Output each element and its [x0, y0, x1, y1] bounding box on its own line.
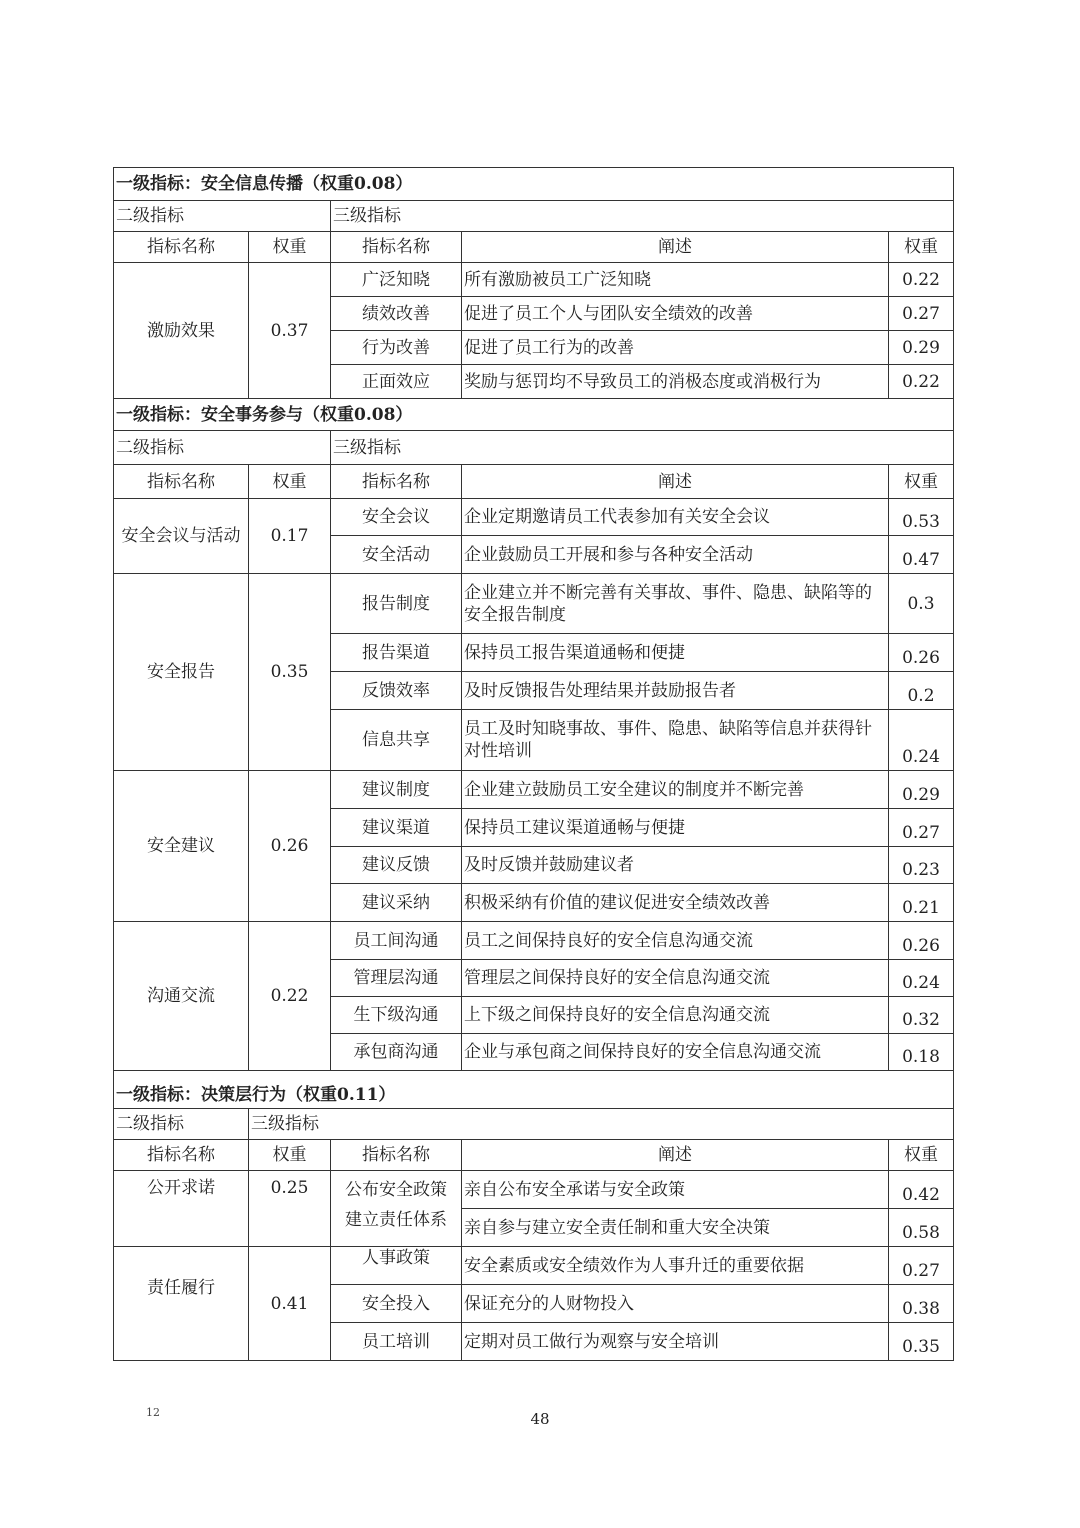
- level2-name: 激励效果: [114, 263, 249, 399]
- level3-desc: 促进了员工个人与团队安全绩效的改善: [462, 297, 889, 331]
- table-row: [114, 1171, 954, 1209]
- level2-weight: 0.22: [249, 922, 331, 1071]
- level3-weight: 0.58: [889, 1209, 954, 1247]
- level3-name: 报告渠道: [331, 634, 462, 672]
- level3-weight: 0.53: [889, 499, 954, 536]
- header-row: [114, 465, 954, 499]
- level3-weight: 0.27: [889, 809, 954, 847]
- level2-name: 沟通交流: [114, 922, 249, 1071]
- level2-name: 安全报告: [114, 574, 249, 771]
- table-row: [114, 922, 954, 960]
- level3-desc: 积极采纳有价值的建议促进安全绩效改善: [462, 884, 889, 922]
- level3-weight: 0.29: [889, 771, 954, 809]
- level3-name: 管理层沟通: [331, 960, 462, 997]
- level3-desc: 员工及时知晓事故、事件、隐患、缺陷等信息并获得针对性培训: [462, 710, 889, 771]
- level-label-row: [114, 1109, 954, 1140]
- section-title-row: [114, 168, 954, 201]
- level3-name: 建议采纳: [331, 884, 462, 922]
- level3-weight: 0.27: [889, 1247, 954, 1285]
- section-title: 一级指标：安全信息传播（权重0.08）: [114, 168, 954, 201]
- header-cell: 阐述: [462, 1140, 889, 1171]
- level3-name: 公布安全政策: [331, 1171, 462, 1209]
- level3-weight: 0.35: [889, 1323, 954, 1361]
- level3-desc: 及时反馈并鼓励建议者: [462, 847, 889, 884]
- section-title: 一级指标：安全事务参与（权重0.08）: [114, 399, 954, 431]
- level3-name: 报告制度: [331, 574, 462, 634]
- table-row: [114, 1247, 954, 1285]
- header-cell: 阐述: [462, 465, 889, 499]
- level-label-row: [114, 201, 954, 232]
- level3-desc: 上下级之间保持良好的安全信息沟通交流: [462, 997, 889, 1034]
- level3-name: 安全投入: [331, 1285, 462, 1323]
- level2-label: 二级指标: [114, 201, 331, 232]
- level2-weight: 0.26: [249, 771, 331, 922]
- level2-name: 安全会议与活动: [114, 499, 249, 574]
- header-cell: 权重: [889, 1140, 954, 1171]
- level3-desc: 及时反馈报告处理结果并鼓励报告者: [462, 672, 889, 710]
- table-row: [114, 771, 954, 809]
- footnote-mark: 12: [146, 1406, 160, 1419]
- table-row: [114, 499, 954, 536]
- level3-weight: 0.21: [889, 884, 954, 922]
- level3-desc: 企业鼓励员工开展和参与各种安全活动: [462, 536, 889, 574]
- level3-name: 绩效改善: [331, 297, 462, 331]
- level3-desc: 管理层之间保持良好的安全信息沟通交流: [462, 960, 889, 997]
- page-number: 48: [530, 1410, 550, 1428]
- header-cell: 权重: [249, 1140, 331, 1171]
- level3-weight: 0.18: [889, 1034, 954, 1071]
- level3-desc: 保持员工建议渠道通畅与便捷: [462, 809, 889, 847]
- level3-weight: 0.24: [889, 710, 954, 771]
- level3-weight: 0.3: [889, 574, 954, 634]
- level3-name: 安全活动: [331, 536, 462, 574]
- level2-name: 安全建议: [114, 771, 249, 922]
- level3-weight: 0.29: [889, 331, 954, 365]
- level3-name: 广泛知晓: [331, 263, 462, 297]
- level3-name: 安全会议: [331, 499, 462, 536]
- level3-weight: 0.47: [889, 536, 954, 574]
- level3-name: 人事政策: [331, 1247, 462, 1285]
- header-cell: 指标名称: [114, 232, 249, 263]
- level2-label: 二级指标: [114, 1109, 249, 1140]
- level3-desc: 安全素质或安全绩效作为人事升迁的重要依据: [462, 1247, 889, 1285]
- header-cell: 权重: [889, 465, 954, 499]
- section-title-row: [114, 399, 954, 431]
- level3-desc: 企业与承包商之间保持良好的安全信息沟通交流: [462, 1034, 889, 1071]
- level3-desc: 保证充分的人财物投入: [462, 1285, 889, 1323]
- level3-name: 反馈效率: [331, 672, 462, 710]
- header-cell: 权重: [889, 232, 954, 263]
- level3-name: 行为改善: [331, 331, 462, 365]
- level-label-row: [114, 431, 954, 465]
- level3-name: 承包商沟通: [331, 1034, 462, 1071]
- level3-desc: 奖励与惩罚均不导致员工的消极态度或消极行为: [462, 365, 889, 399]
- level3-desc: 亲自公布安全承诺与安全政策: [462, 1171, 889, 1209]
- level3-desc: 企业建立并不断完善有关事故、事件、隐患、缺陷等的安全报告制度: [462, 574, 889, 634]
- level3-weight: 0.32: [889, 997, 954, 1034]
- level3-name: 生下级沟通: [331, 997, 462, 1034]
- level2-name: 责任履行: [114, 1247, 249, 1361]
- level3-desc: 定期对员工做行为观察与安全培训: [462, 1323, 889, 1361]
- level3-name: 员工间沟通: [331, 922, 462, 960]
- level3-weight: 0.22: [889, 365, 954, 399]
- level2-weight: 0.17: [249, 499, 331, 574]
- header-cell: 指标名称: [114, 1140, 249, 1171]
- level3-weight: 0.2: [889, 672, 954, 710]
- level3-label: 三级指标: [331, 431, 954, 465]
- header-cell: 阐述: [462, 232, 889, 263]
- level3-label: 三级指标: [331, 201, 954, 232]
- level3-name: 建立责任体系: [331, 1209, 462, 1247]
- level2-weight: 0.37: [249, 263, 331, 399]
- level3-weight: 0.24: [889, 960, 954, 997]
- level3-weight: 0.42: [889, 1171, 954, 1209]
- level3-desc: 亲自参与建立安全责任制和重大安全决策: [462, 1209, 889, 1247]
- level3-name: 建议制度: [331, 771, 462, 809]
- level3-desc: 保持员工报告渠道通畅和便捷: [462, 634, 889, 672]
- header-cell: 指标名称: [331, 232, 462, 263]
- level3-label: 三级指标: [249, 1109, 954, 1140]
- level3-name: 建议渠道: [331, 809, 462, 847]
- level3-weight: 0.38: [889, 1285, 954, 1323]
- level2-name: 公开求诺: [114, 1171, 249, 1247]
- level3-desc: 员工之间保持良好的安全信息沟通交流: [462, 922, 889, 960]
- table-row: [114, 574, 954, 634]
- header-cell: 指标名称: [331, 465, 462, 499]
- header-cell: 指标名称: [114, 465, 249, 499]
- level2-weight: 0.41: [249, 1247, 331, 1361]
- indicator-table: [113, 167, 954, 1361]
- level2-label: 二级指标: [114, 431, 331, 465]
- level2-weight: 0.35: [249, 574, 331, 771]
- level3-name: 信息共享: [331, 710, 462, 771]
- header-cell: 指标名称: [331, 1140, 462, 1171]
- level3-weight: 0.26: [889, 922, 954, 960]
- section-title-row: [114, 1071, 954, 1109]
- section-title: 一级指标：决策层行为（权重0.11）: [114, 1071, 954, 1109]
- level3-desc: 企业定期邀请员工代表参加有关安全会议: [462, 499, 889, 536]
- header-row: [114, 232, 954, 263]
- header-row: [114, 1140, 954, 1171]
- level3-name: 员工培训: [331, 1323, 462, 1361]
- level3-weight: 0.26: [889, 634, 954, 672]
- level3-name: 建议反馈: [331, 847, 462, 884]
- level3-weight: 0.22: [889, 263, 954, 297]
- level3-desc: 所有激励被员工广泛知晓: [462, 263, 889, 297]
- header-cell: 权重: [249, 232, 331, 263]
- header-cell: 权重: [249, 465, 331, 499]
- table-row: [114, 263, 954, 297]
- level3-desc: 企业建立鼓励员工安全建议的制度并不断完善: [462, 771, 889, 809]
- level2-weight: 0.25: [249, 1171, 331, 1247]
- level3-name: 正面效应: [331, 365, 462, 399]
- level3-desc: 促进了员工行为的改善: [462, 331, 889, 365]
- level3-weight: 0.27: [889, 297, 954, 331]
- level3-weight: 0.23: [889, 847, 954, 884]
